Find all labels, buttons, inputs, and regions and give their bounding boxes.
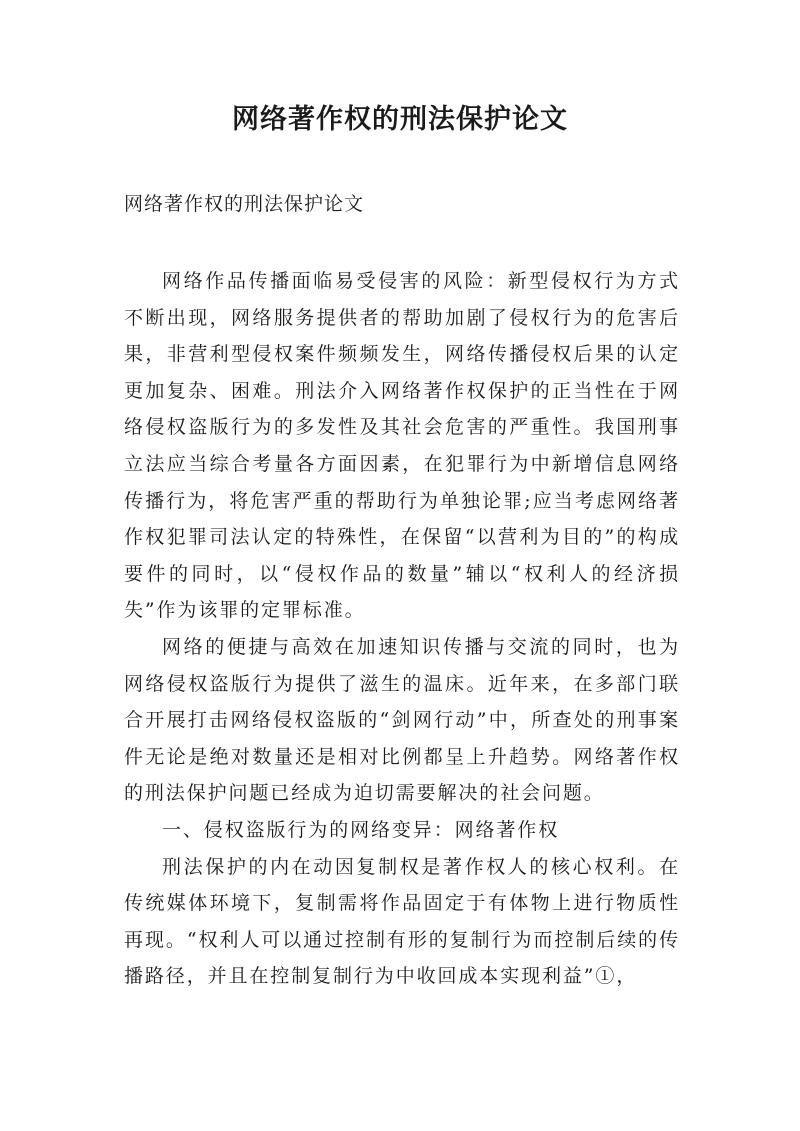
section-heading: 一、侵权盗版行为的网络变异：网络著作权: [162, 818, 560, 841]
document-subtitle: 网络著作权的刑法保护论文: [124, 193, 365, 215]
paragraph-abstract: 网络作品传播面临易受侵害的风险：新型侵权行为方式不断出现，网络服务提供者的帮助加剧了侵权行为的危害后果，非营利型侵权案件频频发生，网络传播侵权后果的认定更加复杂、困难。刑法介入网络著作权保护的正当性在于网络侵权盗版行为的多发性及其社会危害的严重性。我国刑事立法应当综合考量各方面因素，在犯罪行为中新增信息网络传播行为，将危害严重的帮助行为单独论罪;应当考虑网络著作权犯罪司法认定的特殊性，在保留“以营利为目的”的构成要件的同时，以“侵权作品的数量”辅以“权利人的经济损失”作为该罪的定罪标准。: [124, 270, 680, 622]
document-title: 网络著作权的刑法保护论文: [232, 104, 568, 135]
paragraph-section-1: 刑法保护的内在动因复制权是著作权人的核心权利。在传统媒体环境下，复制需将作品固定于有体物上进行物质性再现。“权利人可以通过控制有形的复制行为而控制后续的传播路径，并且在控制复制行为中收回成本实现利益”①，: [124, 855, 680, 988]
paragraph-intro: 网络的便捷与高效在加速知识传播与交流的同时，也为网络侵权盗版行为提供了滋生的温床。近年来，在多部门联合开展打击网络侵权盗版的“剑网行动”中，所查处的刑事案件无论是绝对数量还是相对比例都呈上升趋势。网络著作权的刑法保护问题已经成为迫切需要解决的社会问题。: [124, 635, 680, 805]
document-body: [124, 263, 680, 995]
